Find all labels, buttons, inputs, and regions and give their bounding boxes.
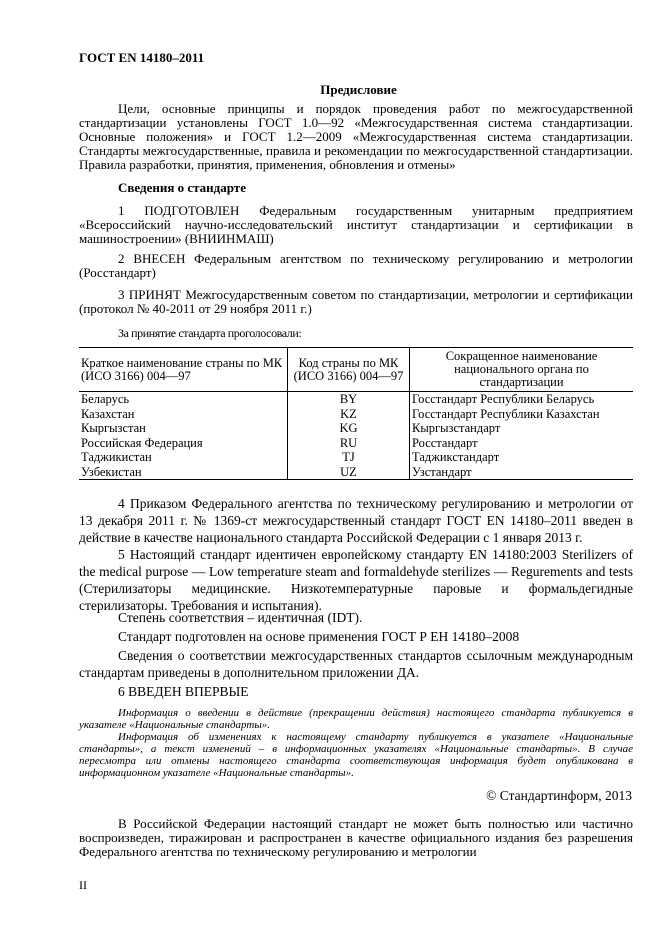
copyright: © Стандартинформ, 2013 [486, 788, 632, 803]
country-code: RU [288, 436, 410, 451]
country-name: Узбекистан [79, 465, 288, 480]
foreword-heading: Предисловие [320, 82, 397, 97]
item-6-first-introduced: 6 ВВЕДЕН ВПЕРВЫЕ [118, 684, 249, 699]
standards-body: Росстандарт [412, 435, 478, 450]
standards-body: Госстандарт Республики Казахстан [412, 406, 600, 421]
conformity-degree: Степень соответствия – идентичная (IDT). [118, 610, 363, 625]
standards-body: Узстандарт [410, 465, 634, 480]
table-row [79, 450, 633, 465]
country-code: KG [288, 421, 410, 436]
prepared-basis: Стандарт подготовлен на основе применения ГОСТ Р ЕН 14180–2008 [118, 629, 520, 644]
item-1-prepared: 1 ПОДГОТОВЛЕН Федеральным государственным унитарным предприятием «Всероссийский научно-исследовательский институт стандартизации и сертификации в машиностроении» (ВНИИНМАШ) [79, 203, 633, 246]
country-name: Казахстан [81, 406, 135, 421]
rights-notice: В Российской Федерации настоящий стандарт не может быть полностью или частично воспроизведен, тиражирован и распространен в качестве официального издания без разрешения Федерального агентства по техническому регулированию и метрологии [79, 816, 633, 859]
standard-info-heading: Сведения о стандарте [118, 180, 246, 195]
table-row [79, 407, 633, 422]
note-introduction-info: Информация о введении в действие (прекращении действия) настоящего стандарта публикуется в указателе «Национальные стандарты». [79, 707, 633, 731]
item-5-identical: 5 Настоящий стандарт идентичен европейскому стандарту EN 14180:2003 Sterilizers of the medical purpose — Low temperature steam and formaldehyde sterilizes — Regurements and tests (Стерилизаторы медицинские. Низкотемпературные паровые и формальдегидные стерилизаторы. Требования и испытания). [79, 547, 633, 613]
header-standards-body: Сокращенное наименование национального органа по стандартизации [410, 348, 634, 392]
country-code: KZ [288, 407, 410, 422]
references-info: Сведения о соответствии межгосударственных стандартов ссылочным международным стандартам приведены в дополнительном приложении ДА. [79, 648, 633, 680]
country-code: UZ [288, 465, 410, 480]
table-row [79, 392, 633, 407]
item-3-adopted: 3 ПРИНЯТ Межгосударственным советом по стандартизации, метрологии и сертификации (протокол № 40-2011 от 29 ноября 2011 г.) [79, 287, 633, 316]
vote-table-header-row [79, 348, 633, 392]
country-code: BY [288, 392, 410, 407]
table-row [79, 421, 633, 436]
country-name: Беларусь [81, 392, 130, 406]
item-4-order: 4 Приказом Федерального агентства по техническому регулированию и метрологии от 13 декабря 2011 г. № 1369-ст межгосударственный стандарт ГОСТ EN 14180–2011 введен в действие в качестве национального стандарта Российской Федерации с 1 января 2013 г. [79, 496, 633, 545]
item-2-introduced: 2 ВНЕСЕН Федеральным агентством по техническому регулированию и метрологии (Росстандарт) [79, 251, 633, 280]
header-country-code: Код страны по МК (ИСО 3166) 004—97 [288, 348, 410, 392]
foreword-paragraph: Цели, основные принципы и порядок проведения работ по межгосударственной стандартизации установлены ГОСТ 1.0—92 «Межгосударственная система стандартизации. Основные положения» и ГОСТ 1.2—2009 «Межгосударственная система стандартизации. Стандарты межгосударственные, правила и рекомендации по межгосударственной стандартизации. Правила разработки, принятия, применения, обновления и отмены» [79, 101, 633, 172]
country-name: Кыргызстан [81, 421, 146, 435]
note-changes-info: Информация об изменениях к настоящему стандарту публикуется в указателе «Национальные стандарты», а текст изменений – в информационных указателях «Национальные стандарты». В случае пересмотра или отмены настоящего стандарта соответствующая информация будет опубликована в информационном указателе «Национальные стандарты». [79, 731, 633, 779]
page-number: II [79, 878, 87, 892]
vote-table [79, 347, 633, 480]
document-title: ГОСТ EN 14180–2011 [79, 50, 205, 65]
header-country-name: Краткое наименование страны по МК (ИСО 3166) 004—97 [79, 348, 288, 392]
country-name: Таджикистан [81, 450, 152, 464]
standards-body: Таджикстандарт [412, 450, 500, 464]
country-name: Российская Федерация [81, 435, 203, 450]
table-row [79, 465, 633, 480]
standards-body: Кыргызстандарт [412, 421, 501, 435]
vote-intro: За принятие стандарта проголосовали: [118, 326, 302, 340]
country-code: TJ [288, 450, 410, 465]
table-row [79, 436, 633, 451]
standards-body: Госстандарт Республики Беларусь [412, 392, 595, 406]
